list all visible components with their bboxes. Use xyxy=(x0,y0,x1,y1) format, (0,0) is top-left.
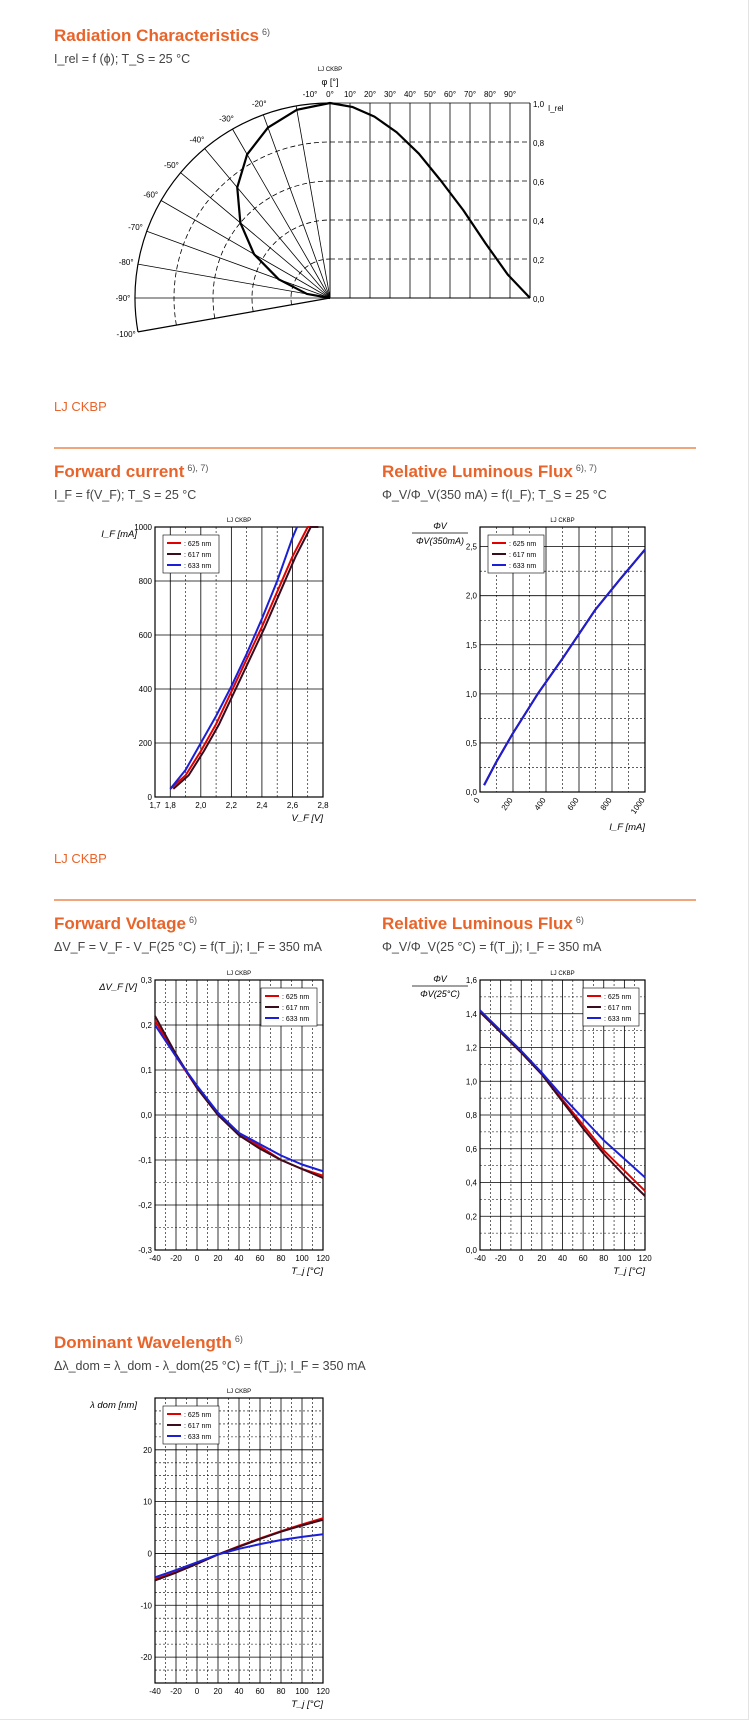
y-tick-label: -10 xyxy=(140,1601,152,1611)
rel-flux-temp-chart xyxy=(395,968,675,1288)
legend-label: : 617 nm xyxy=(184,552,212,559)
y-tick-label: 2,0 xyxy=(465,591,477,601)
x-tick-label: 0 xyxy=(194,1687,200,1696)
x-axis-label: T_j [°C] xyxy=(613,1266,645,1277)
x-tick-label: 80 xyxy=(599,1254,609,1263)
x-tick-label: 20 xyxy=(213,1687,223,1696)
rel-flux-temp-title: Relative Luminous Flux $^{6)}$ xyxy=(382,914,584,933)
y-tick-label: 0,8 xyxy=(465,1111,477,1120)
y-tick-label: -0,1 xyxy=(138,1156,152,1165)
y-tick-label: 0,2 xyxy=(140,1021,152,1030)
x-tick-label: 200 xyxy=(499,795,515,813)
y-tick-label: 400 xyxy=(138,685,152,694)
left-tick-label: -100° xyxy=(116,329,136,339)
rel-flux-temp-subtitle: Φ_V/Φ_V(25 °C) = f(T_j); I_F = 350 mA xyxy=(382,940,602,954)
top-tick-label: 90° xyxy=(503,90,517,99)
x-tick-label: 600 xyxy=(565,795,581,813)
watermark: LJ CKBP xyxy=(550,518,575,524)
y-tick-label: 1,0 xyxy=(465,689,477,699)
left-tick-label: -70° xyxy=(128,223,143,233)
legend-label: : 625 nm xyxy=(509,541,537,548)
x-tick-label: 1000 xyxy=(629,795,647,816)
top-tick-label: 0° xyxy=(326,90,334,99)
x-tick-label: 100 xyxy=(617,1254,632,1263)
x-tick-label: 400 xyxy=(532,795,548,813)
radiation-curve xyxy=(237,103,530,298)
watermark: LJ CKBP xyxy=(226,518,252,524)
x-tick-label: 2,2 xyxy=(225,801,237,810)
r-tick-label: 0,4 xyxy=(533,217,545,226)
legend-label: : 633 nm xyxy=(509,563,537,570)
forward-current-chart xyxy=(80,512,350,832)
y-tick-label: -20 xyxy=(140,1653,152,1663)
y-axis-label: I_F [mA] xyxy=(101,529,137,540)
y-tick-label: 0,1 xyxy=(140,1066,152,1075)
legend-label: : 625 nm xyxy=(604,994,632,1001)
x-tick-label: -40 xyxy=(474,1254,486,1263)
forward-voltage-chart xyxy=(80,968,350,1288)
dominant-wavelength-title: Dominant Wavelength $^{6)}$ xyxy=(54,1333,243,1352)
rel-flux-current-subtitle: Φ_V/Φ_V(350 mA) = f(I_F); T_S = 25 °C xyxy=(382,488,607,502)
top-tick-label: -10° xyxy=(302,90,318,99)
y-tick-label: 0,6 xyxy=(465,1144,477,1154)
legend-label: : 633 nm xyxy=(184,1434,212,1441)
y-tick-label: 2,5 xyxy=(465,542,477,552)
left-tick-label: -90° xyxy=(115,294,131,303)
legend-label: : 625 nm xyxy=(184,1412,212,1419)
x-tick-label: 40 xyxy=(558,1254,567,1263)
r-tick-label: 0,6 xyxy=(533,178,545,187)
x-tick-label: 2,0 xyxy=(195,801,207,810)
x-tick-label: 1,8 xyxy=(164,801,176,810)
polar-chart xyxy=(110,67,640,380)
y-tick-label: 10 xyxy=(143,1497,152,1507)
x-tick-label: 20 xyxy=(537,1254,547,1263)
y-tick-label: 1000 xyxy=(134,523,152,532)
y-tick-label: 0 xyxy=(147,793,152,802)
watermark: LJ CKBP xyxy=(226,971,252,977)
top-tick-label: 80° xyxy=(483,90,497,99)
x-axis-label: I_F [mA] xyxy=(609,822,645,833)
x-tick-label: 0 xyxy=(471,795,482,805)
series-line-3 xyxy=(484,550,645,786)
x-tick-label: 60 xyxy=(255,1254,265,1263)
y-tick-label: 800 xyxy=(138,577,152,586)
legend-label: : 617 nm xyxy=(184,1423,212,1430)
y-tick-label: 0,5 xyxy=(465,738,477,748)
series-line-2 xyxy=(484,550,645,786)
x-tick-label: -20 xyxy=(170,1687,182,1696)
y-tick-label: -0,3 xyxy=(138,1246,152,1255)
top-tick-label: 30° xyxy=(383,90,397,99)
x-tick-label: 100 xyxy=(295,1254,309,1263)
x-tick-label: -20 xyxy=(494,1254,507,1263)
top-tick-label: 60° xyxy=(443,90,457,99)
x-tick-label: 60 xyxy=(578,1254,588,1263)
watermark: LJ CKBP xyxy=(226,1389,252,1395)
radiation-title: Radiation Characteristics $^{6)}$ xyxy=(54,26,271,45)
left-tick-label: -40° xyxy=(189,135,205,145)
y-tick-label: 1,6 xyxy=(465,976,477,985)
x-tick-label: 2,6 xyxy=(286,801,299,810)
series-line-1 xyxy=(484,550,645,786)
y-tick-label: 1,2 xyxy=(465,1043,477,1053)
x-axis-label: V_F [V] xyxy=(291,813,323,824)
forward-voltage-title: Forward Voltage $^{6)}$ xyxy=(54,914,197,933)
y-tick-label: 0,4 xyxy=(465,1178,477,1188)
x-tick-label: 40 xyxy=(234,1254,244,1263)
top-tick-label: 40° xyxy=(403,90,417,99)
x-tick-label: 80 xyxy=(276,1687,286,1696)
x-tick-label: 120 xyxy=(316,1687,330,1696)
legend-label: : 633 nm xyxy=(604,1016,632,1023)
y-axis-label-num: ΦV xyxy=(433,974,447,984)
left-tick-label: -30° xyxy=(219,114,234,124)
forward-current-title: Forward current $^{6), 7)}$ xyxy=(54,462,209,481)
x-tick-label: -40 xyxy=(149,1687,161,1696)
top-tick-label: 70° xyxy=(463,90,477,99)
x-tick-label: 20 xyxy=(213,1254,223,1263)
legend-label: : 633 nm xyxy=(282,1016,310,1023)
x-tick-label: 800 xyxy=(598,795,614,813)
r-tick-label: 0,2 xyxy=(533,256,545,265)
divider-2 xyxy=(54,899,696,901)
y-axis-label: ΔV_F [V] xyxy=(99,982,137,993)
legend-label: : 617 nm xyxy=(282,1005,310,1012)
left-tick-label: -50° xyxy=(164,160,179,170)
left-tick-label: -60° xyxy=(143,190,159,200)
top-tick-label: 20° xyxy=(363,90,377,99)
rel-flux-current-chart xyxy=(395,512,675,832)
forward-current-subtitle: I_F = f(V_F); T_S = 25 °C xyxy=(54,488,197,502)
y-axis-label-den: ΦV(350mA) xyxy=(415,536,465,546)
left-tick-label: -80° xyxy=(118,258,134,268)
x-tick-label: 80 xyxy=(276,1254,286,1263)
y-tick-label: 1,0 xyxy=(465,1077,477,1087)
x-tick-label: 0 xyxy=(194,1254,200,1263)
top-tick-label: 50° xyxy=(423,90,437,99)
y-tick-label: 0,2 xyxy=(465,1212,477,1222)
legend-label: : 625 nm xyxy=(282,994,310,1001)
x-tick-label: -40 xyxy=(149,1254,161,1263)
x-tick-label: 120 xyxy=(638,1254,652,1263)
y-axis-label-num: ΦV xyxy=(433,521,447,531)
x-axis-label: T_j [°C] xyxy=(291,1699,323,1710)
forward-voltage-subtitle: ΔV_F = V_F - V_F(25 °C) = f(T_j); I_F = 350 mA xyxy=(54,940,322,954)
radial-line xyxy=(138,298,330,332)
y-tick-label: 0,0 xyxy=(465,1246,477,1255)
y-tick-label: 0 xyxy=(147,1549,152,1559)
x-tick-label: 60 xyxy=(255,1687,265,1696)
legend-label: : 617 nm xyxy=(509,552,537,559)
radiation-subtitle: I_rel = f (ϕ); T_S = 25 °C xyxy=(54,52,191,66)
x-axis-label: T_j [°C] xyxy=(291,1266,323,1277)
divider xyxy=(54,447,696,449)
y-tick-label: 1,5 xyxy=(465,640,477,650)
y-axis-label-den: ΦV(25°C) xyxy=(420,989,460,999)
r-axis-label: I_rel xyxy=(548,104,564,113)
y-axis-label: λ dom [nm] xyxy=(90,1400,137,1411)
x-tick-label: -20 xyxy=(170,1254,182,1263)
y-tick-label: 600 xyxy=(138,631,152,640)
x-tick-label: 0 xyxy=(519,1254,524,1263)
dominant-wavelength-subtitle: Δλ_dom = λ_dom - λ_dom(25 °C) = f(T_j); I_F = 350 mA xyxy=(54,1359,366,1373)
product-code: LJ CKBP xyxy=(54,399,107,414)
legend-label: : 633 nm xyxy=(184,563,212,570)
watermark: LJ CKBP xyxy=(317,67,343,73)
r-tick-label: 0,8 xyxy=(533,139,545,148)
r-tick-label: 0,0 xyxy=(533,295,545,304)
watermark: LJ CKBP xyxy=(550,971,575,977)
y-tick-label: 0,3 xyxy=(140,976,152,985)
y-tick-label: 200 xyxy=(138,739,152,748)
x-tick-label: 2,8 xyxy=(317,801,329,810)
rel-flux-current-title: Relative Luminous Flux $^{6), 7)}$ xyxy=(382,462,597,481)
x-tick-label: 40 xyxy=(234,1687,244,1696)
r-tick-label: 1,0 xyxy=(533,100,545,109)
legend-label: : 617 nm xyxy=(604,1005,632,1012)
legend-label: : 625 nm xyxy=(184,541,212,548)
y-tick-label: 0,0 xyxy=(140,1111,152,1120)
y-tick-label: 0,0 xyxy=(465,788,477,797)
x-tick-label: 2,4 xyxy=(256,801,268,810)
x-tick-label: 100 xyxy=(295,1687,309,1696)
y-tick-label: -0,2 xyxy=(138,1201,152,1210)
product-code-2: LJ CKBP xyxy=(54,851,107,866)
top-tick-label: 10° xyxy=(343,90,357,99)
left-tick-label: -20° xyxy=(251,99,267,109)
angle-axis-label: φ [°] xyxy=(321,77,339,87)
dominant-wavelength-chart xyxy=(80,1386,350,1716)
x-tick-label: 1,7 xyxy=(149,801,161,810)
y-tick-label: 1,4 xyxy=(465,1009,477,1019)
y-tick-label: 20 xyxy=(143,1445,152,1455)
x-tick-label: 120 xyxy=(316,1254,330,1263)
